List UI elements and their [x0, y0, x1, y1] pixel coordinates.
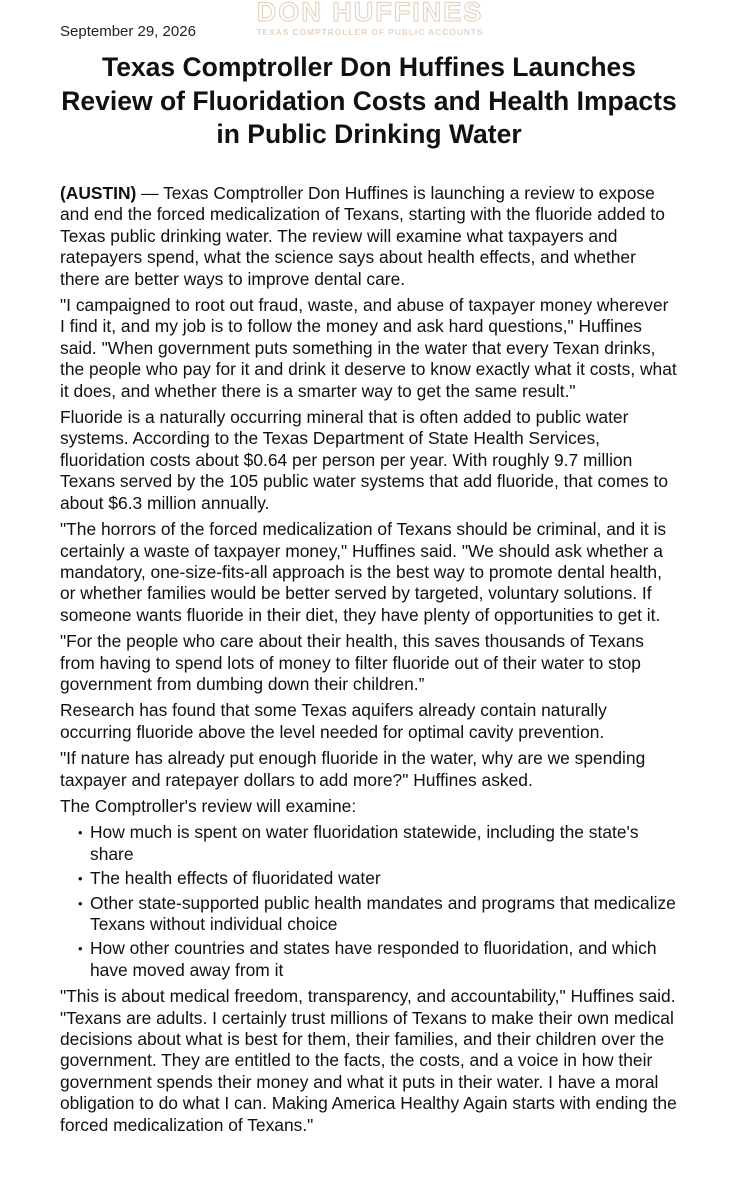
dateline: (AUSTIN): [60, 183, 137, 203]
review-items-list: [60, 822, 678, 981]
paragraph-quote-3: "For the people who care about their health, this saves thousands of Texans from having to spend lots of money to filter fluoride out of their water to stop government from dumbing down their children.”: [60, 631, 644, 694]
paragraph-quote-2: "The horrors of the forced medicalization of Texans should be criminal, and it is certainly a waste of taxpayer money," Huffines said. "We should ask whether a mandatory, one-size-fits-all approach is the best way to promote dental health, or whether families would be better served by targeted, voluntary solutions. If someone wants fluoride in their diet, they have plenty of opportunities to get it.: [60, 519, 667, 625]
bullet-icon: •: [78, 941, 83, 957]
bullet-icon: •: [78, 871, 83, 887]
letterhead-name: DON HUFFINES: [256, 0, 484, 27]
list-item-text: How other countries and states have responded to fluoridation, and which have moved away from it: [90, 938, 657, 980]
paragraph-quote-4: "If nature has already put enough fluoride in the water, why are we spending taxpayer and ratepayer dollars to add more?" Huffines asked.: [60, 748, 646, 790]
paragraph-review-intro: The Comptroller's review will examine:: [60, 795, 357, 816]
page-title: Texas Comptroller Don Huffines Launches Review of Fluoridation Costs and Health Impacts in Public Drinking Water: [61, 52, 677, 149]
paragraph-closing-quote: "This is about medical freedom, transparency, and accountability," Huffines said. "Texans are adults. I certainly trust millions of Texans to make their own medical decisions about what is best for them, their families, and their children over the government. They are entitled to the facts, the costs, and a voice in how their government spends their money and what it puts in their water. I have a moral obligation to do what I can. Making America Healthy Again starts with ending the forced medicalization of Texans.": [60, 986, 677, 1135]
paragraph-research: Research has found that some Texas aquifers already contain naturally occurring fluoride above the level needed for optimal cavity prevention.: [60, 700, 607, 742]
letterhead-logo: [240, 0, 500, 37]
list-item-text: Other state-supported public health mandates and programs that medicalize Texans without individual choice: [90, 892, 676, 934]
bullet-icon: •: [78, 895, 83, 911]
paragraph-intro-text: — Texas Comptroller Don Huffines is launching a review to expose and end the forced medicalization of Texans, starting with the fluoride added to Texas public drinking water. The review will examine what taxpayers and ratepayers spend, what the science says about health effects, and whether there are better ways to improve dental care.: [60, 183, 665, 289]
list-item: [78, 938, 678, 981]
list-item-text: The health effects of fluoridated water: [90, 868, 381, 889]
list-item: [78, 868, 678, 889]
list-item: [78, 893, 678, 936]
list-item: [78, 822, 678, 865]
letterhead-subtitle: TEXAS COMPTROLLER OF PUBLIC ACCOUNTS: [256, 27, 484, 37]
article-body: [60, 183, 678, 1141]
bullet-icon: •: [78, 825, 83, 841]
paragraph-costs: Fluoride is a naturally occurring mineral that is often added to public water systems. According to the Texas Department of State Health Services, fluoridation costs about $0.64 per person per year. With roughly 9.7 million Texans served by the 105 public water systems that add fluoride, that comes to about $6.3 million annually.: [60, 407, 669, 513]
release-date: September 29, 2026: [60, 23, 196, 40]
list-item-text: How much is spent on water fluoridation statewide, including the state's share: [90, 822, 639, 864]
paragraph-intro: [60, 183, 678, 290]
paragraph-quote-1: "I campaigned to root out fraud, waste, and abuse of taxpayer money wherever I find it, and my job is to follow the money and ask hard questions," Huffines said. "When government puts something in the water that every Texan drinks, the people who pay for it and drink it deserve to know exactly what it costs, what it does, and whether there is a smarter way to get the same result.": [60, 295, 677, 401]
